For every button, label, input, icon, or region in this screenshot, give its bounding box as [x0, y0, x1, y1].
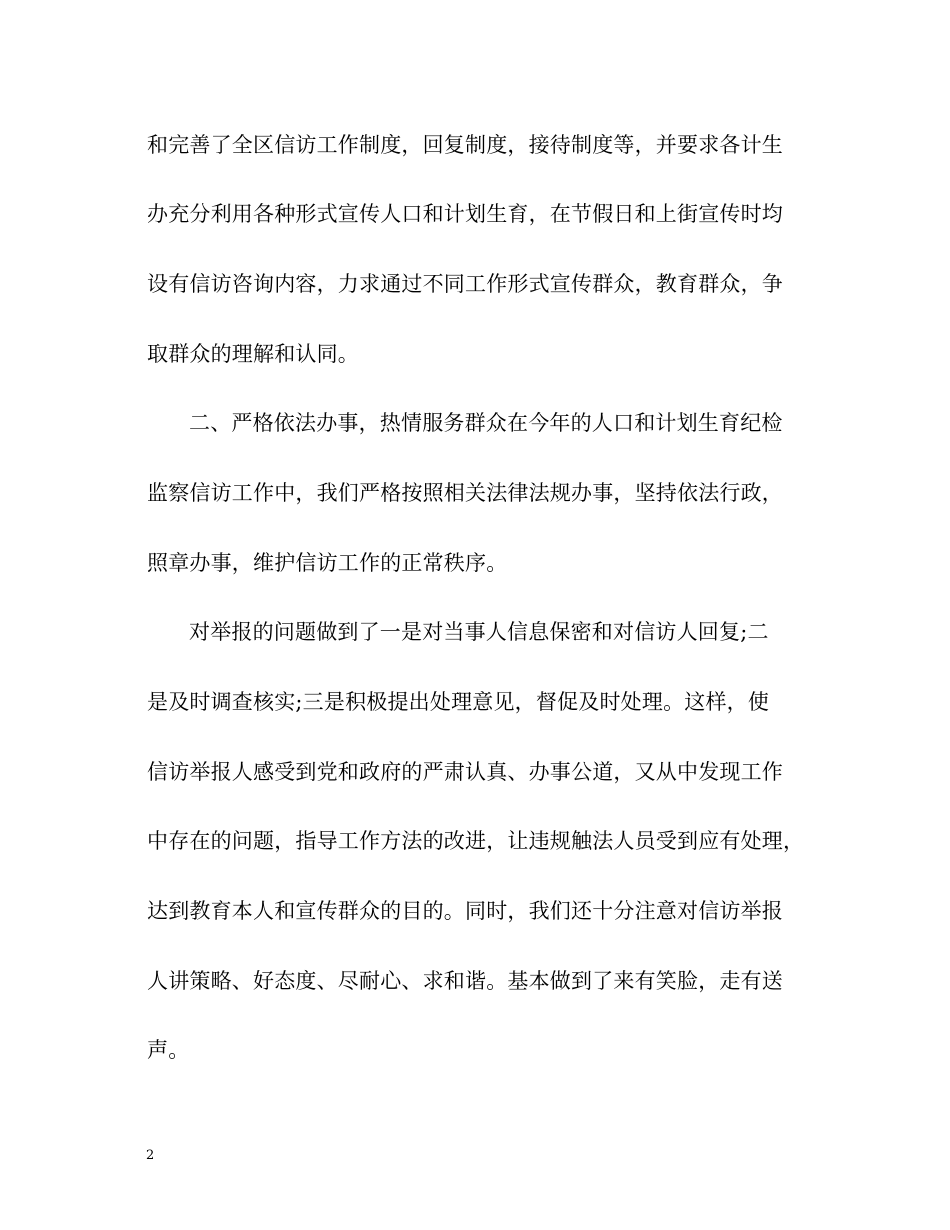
text-line-3: 设有信访咨询内容，力求通过不同工作形式宣传群众，教育群众，争: [147, 272, 783, 296]
page-number: 2: [146, 1148, 155, 1163]
text-line-12: 达到教育本人和宣传群众的目的。同时，我们还十分注意对信访举报: [147, 899, 783, 923]
text-line-11: 中存在的问题，指导工作方法的改进，让违规触法人员受到应有处理，: [147, 829, 805, 853]
text-line-4: 取群众的理解和认同。: [147, 342, 359, 366]
text-line-8: 对举报的问题做到了一是对当事人信息保密和对信访人回复;二: [189, 620, 769, 644]
text-line-10: 信访举报人感受到党和政府的严肃认真、办事公道，又从中发现工作: [147, 760, 783, 784]
text-line-6: 监察信访工作中，我们严格按照相关法律法规办事，坚持依法行政，: [147, 481, 783, 505]
text-line-1: 和完善了全区信访工作制度，回复制度，接待制度等，并要求各计生: [147, 133, 783, 157]
text-line-14: 声。: [147, 1038, 190, 1062]
text-line-7: 照章办事，维护信访工作的正常秩序。: [147, 551, 508, 575]
text-line-9: 是及时调查核实;三是积极提出处理意见，督促及时处理。这样，使: [147, 690, 770, 714]
text-line-5: 二、严格依法办事，热情服务群众在今年的人口和计划生育纪检: [189, 411, 783, 435]
text-line-13: 人讲策略、好态度、尽耐心、求和谐。基本做到了来有笑脸，走有送: [147, 969, 783, 993]
text-line-2: 办充分利用各种形式宣传人口和计划生育，在节假日和上街宣传时均: [147, 202, 783, 226]
